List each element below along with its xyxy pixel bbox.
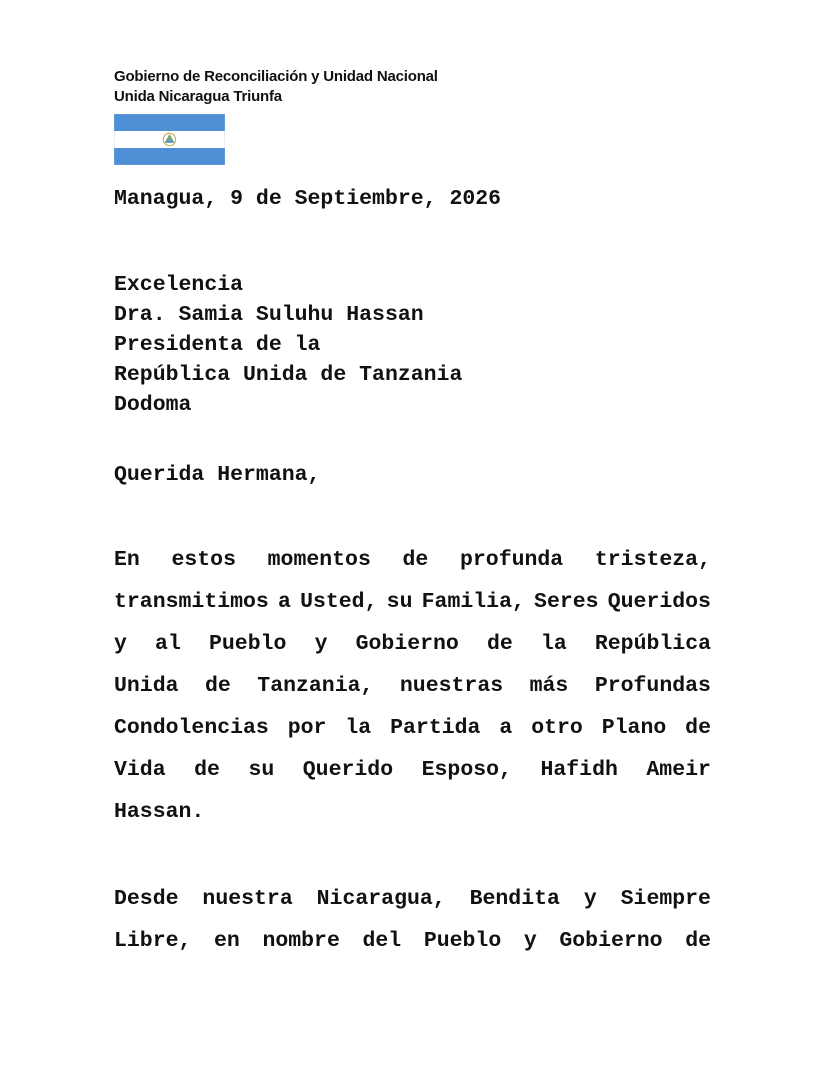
word: su (386, 590, 413, 614)
word: nombre (262, 929, 340, 953)
word: estos (171, 548, 236, 572)
word: al (155, 632, 181, 656)
word: nuestras (399, 674, 504, 698)
word: la (345, 716, 372, 740)
word: de (486, 632, 513, 656)
word: Partida (390, 716, 481, 740)
address-line: República Unida de Tanzania (114, 363, 463, 387)
word: Plano (601, 716, 667, 740)
paragraph-line (114, 713, 711, 755)
word: Gobierno (559, 929, 663, 953)
address-line: Presidenta de la (114, 333, 321, 357)
word: Nicaragua, (316, 887, 446, 911)
word: Seres (534, 590, 599, 614)
word: y (583, 887, 597, 911)
word: de (402, 548, 429, 572)
word: República (594, 632, 711, 656)
word: Profundas (594, 674, 711, 698)
word: Hassan. (114, 800, 205, 824)
word: Familia, (421, 590, 525, 614)
recipient-address (114, 270, 462, 420)
word: En (114, 548, 140, 572)
word: Condolencias (114, 716, 269, 740)
word: por (287, 716, 327, 740)
paragraph-line (114, 797, 711, 839)
paragraph-line (114, 926, 711, 968)
word: Pueblo (423, 929, 502, 953)
body-paragraph-2 (114, 884, 711, 968)
word: Bendita (469, 887, 560, 911)
word: Tanzania, (257, 674, 374, 698)
nicaragua-flag-icon (114, 114, 225, 165)
word: de (685, 716, 711, 740)
word: en (214, 929, 240, 953)
word: profunda (459, 548, 564, 572)
word: a (499, 716, 513, 740)
word: Hafidh (540, 758, 618, 782)
word: transmitimos (114, 590, 269, 614)
paragraph-line (114, 545, 711, 587)
word: de (194, 758, 220, 782)
word: Pueblo (209, 632, 287, 656)
word: Esposo, (421, 758, 512, 782)
word: momentos (267, 548, 371, 572)
paragraph-line (114, 884, 711, 926)
address-line: Excelencia (114, 273, 244, 297)
address-line: Dra. Samia Suluhu Hassan (114, 303, 424, 327)
word: del (362, 929, 402, 953)
word: Usted, (300, 590, 378, 614)
word: Gobierno (355, 632, 459, 656)
word: y (114, 632, 127, 656)
letterhead (114, 67, 438, 107)
letterhead-slogan: Unida Nicaragua Triunfa (114, 88, 282, 105)
word: Querido (302, 758, 394, 782)
paragraph-line (114, 671, 711, 713)
word: y (523, 929, 537, 953)
word: Siempre (620, 887, 711, 911)
word: de (205, 674, 231, 698)
paragraph-line (114, 629, 711, 671)
word: su (248, 758, 275, 782)
address-line: Dodoma (114, 393, 192, 417)
word: tristeza, (594, 548, 711, 572)
word: Queridos (607, 590, 711, 614)
word: la (540, 632, 567, 656)
paragraph-line (114, 587, 711, 629)
salutation: Querida Hermana, (114, 463, 321, 487)
paragraph-line (114, 755, 711, 797)
word: más (529, 674, 569, 698)
word: a (278, 590, 291, 614)
word: Ameir (646, 758, 711, 782)
word: de (685, 929, 711, 953)
word: Libre, (114, 929, 192, 953)
body-paragraph-1 (114, 545, 711, 839)
word: Unida (114, 674, 179, 698)
word: y (314, 632, 328, 656)
letterhead-government-name: Gobierno de Reconciliación y Unidad Nacional (114, 68, 438, 85)
letter-date: Managua, 9 de Septiembre, 2026 (114, 187, 502, 211)
word: Desde (114, 887, 179, 911)
word: nuestra (202, 887, 293, 911)
word: otro (531, 716, 583, 740)
word: Vida (114, 758, 166, 782)
